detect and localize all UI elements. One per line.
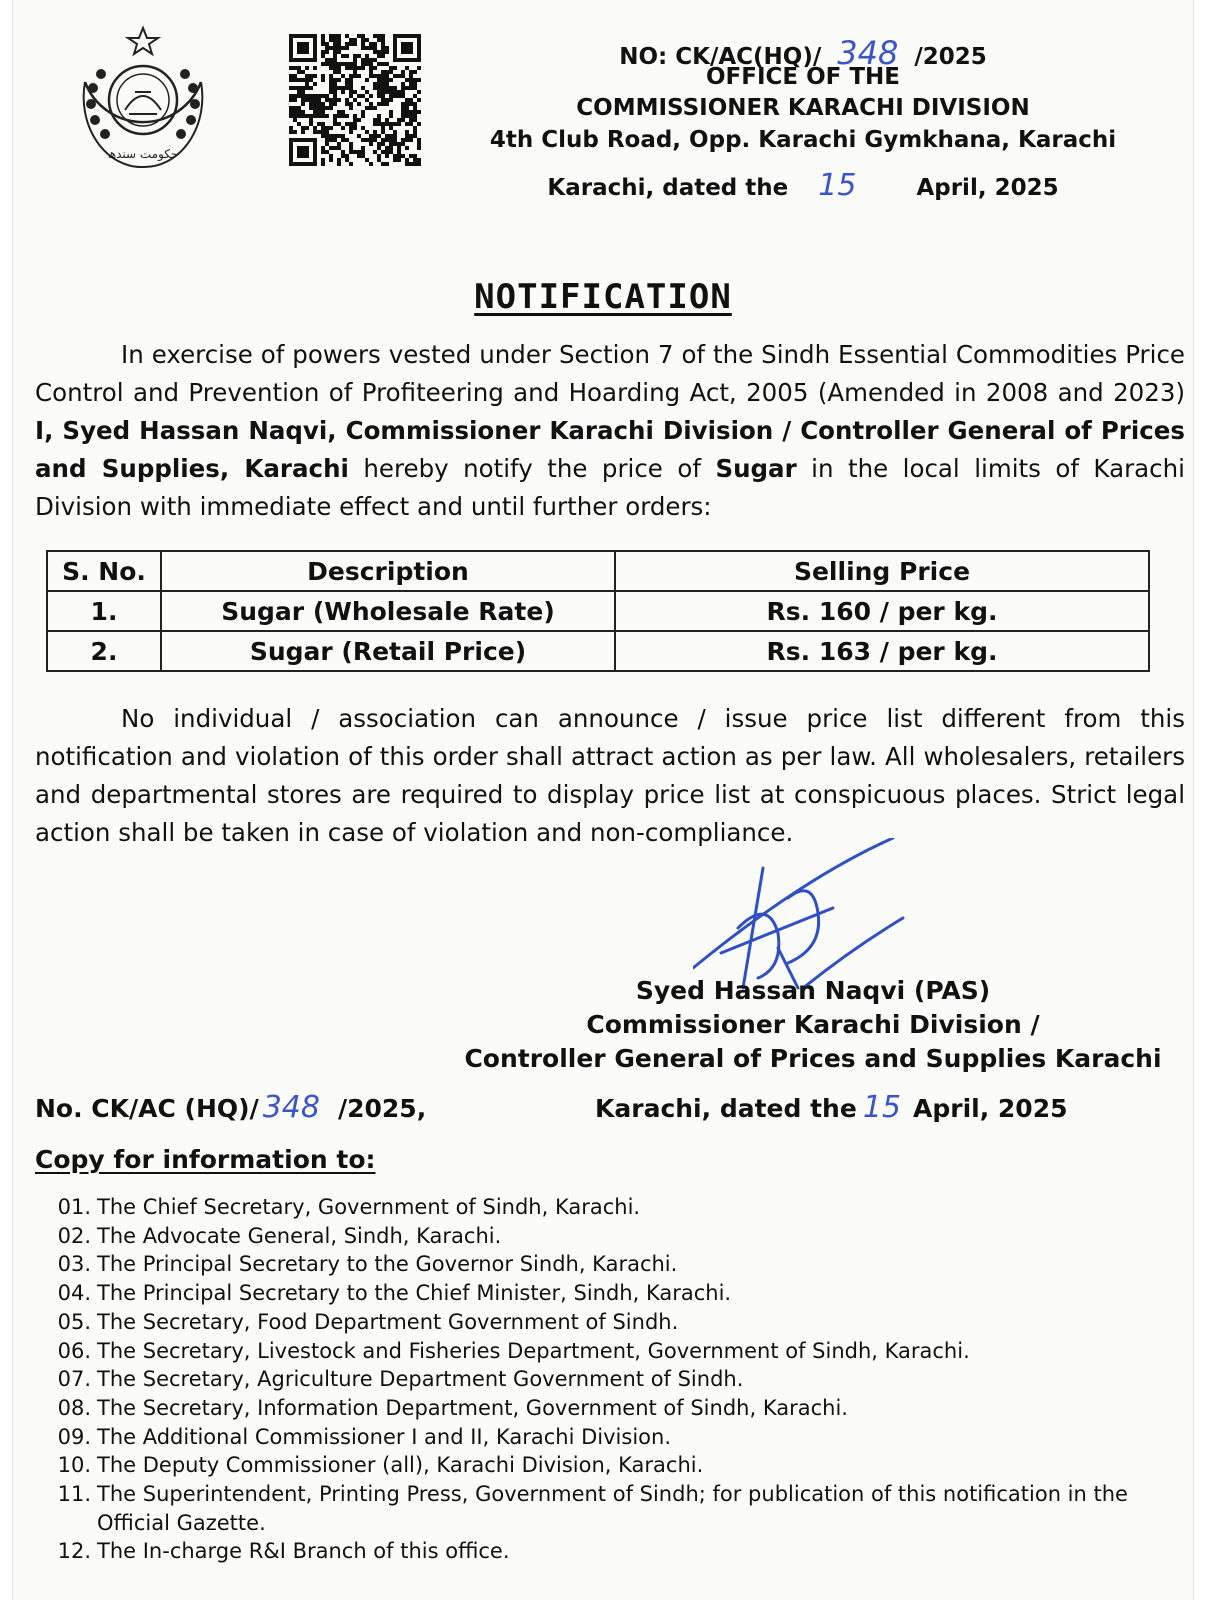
copy-list bbox=[53, 1193, 1173, 1566]
table-header-row bbox=[47, 551, 1149, 591]
office-address: 4th Club Road, Opp. Karachi Gymkhana, Karachi bbox=[489, 127, 1117, 153]
list-item-text: The Advocate General, Sindh, Karachi. bbox=[97, 1223, 502, 1248]
handwritten-footer-ref-number: 348 bbox=[262, 1090, 320, 1125]
list-item-text: The Secretary, Food Department Government of Sindh. bbox=[97, 1309, 679, 1334]
list-item bbox=[53, 1480, 1173, 1537]
header-date bbox=[443, 168, 1163, 203]
row-description: Sugar (Retail Price) bbox=[161, 631, 615, 671]
list-item bbox=[53, 1279, 1173, 1308]
footer-date-suffix: April, 2025 bbox=[913, 1094, 1068, 1123]
notification-title bbox=[13, 277, 1193, 317]
intro-authority: I, Syed Hassan Naqvi, Commissioner Karachi Division / Controller General of Prices and Supplies, Karachi bbox=[35, 416, 1185, 483]
footer-ref-suffix: /2025, bbox=[337, 1094, 427, 1123]
list-item bbox=[53, 1423, 1173, 1452]
row-serial: 1. bbox=[47, 591, 161, 631]
list-item bbox=[53, 1222, 1173, 1251]
handwritten-date-day: 15 bbox=[818, 168, 857, 203]
list-item bbox=[53, 1337, 1173, 1366]
list-item-text: The Secretary, Livestock and Fisheries Department, Government of Sindh, Karachi. bbox=[97, 1338, 970, 1363]
list-item-number: 04. bbox=[57, 1281, 91, 1306]
list-item-number: 06. bbox=[57, 1338, 91, 1363]
list-item bbox=[53, 1451, 1173, 1480]
list-item-number: 03. bbox=[57, 1252, 91, 1277]
list-item bbox=[53, 1193, 1173, 1222]
table-row bbox=[47, 631, 1149, 671]
list-item-number: 09. bbox=[57, 1424, 91, 1449]
intro-paragraph bbox=[35, 336, 1185, 526]
list-item bbox=[53, 1308, 1173, 1337]
row-price: Rs. 163 / per kg. bbox=[615, 631, 1149, 671]
header-description: Description bbox=[161, 551, 615, 591]
footer-ref-prefix: No. CK/AC (HQ)/ bbox=[35, 1094, 259, 1123]
list-item-number: 10. bbox=[57, 1453, 91, 1478]
sindh-emblem-icon bbox=[63, 22, 223, 172]
footer-reference bbox=[35, 1090, 426, 1125]
list-item-text: The Principal Secretary to the Chief Minister, Sindh, Karachi. bbox=[97, 1281, 732, 1306]
warning-text: No individual / association can announce / issue price list different from this notification and violation of this order shall attract action as per law. All wholesalers, retailers and departmental stores are required to display price list at conspicuous places. Strict legal action shall be taken in case of violation and non-compliance. bbox=[35, 704, 1185, 847]
title-text: NOTIFICATION bbox=[474, 277, 732, 317]
list-item-text: The Secretary, Agriculture Department Government of Sindh. bbox=[97, 1367, 744, 1392]
intro-text-3: in the local limits of Karachi Division with immediate effect and until further orders: bbox=[35, 454, 1185, 521]
intro-commodity: Sugar bbox=[715, 454, 797, 483]
list-item-text: The Chief Secretary, Government of Sindh, Karachi. bbox=[97, 1195, 641, 1219]
signatory-designation-1: Commissioner Karachi Division / bbox=[586, 1010, 1040, 1039]
row-serial: 2. bbox=[47, 631, 161, 671]
list-item-number: 07. bbox=[57, 1367, 91, 1392]
list-item-text: The Principal Secretary to the Governor Sindh, Karachi. bbox=[97, 1252, 678, 1277]
ref-suffix: /2025 bbox=[914, 44, 987, 70]
list-item-number: 12. bbox=[57, 1539, 91, 1564]
handwritten-footer-date-day: 15 bbox=[862, 1090, 901, 1125]
header-selling-price: Selling Price bbox=[615, 551, 1149, 591]
signatory-designation-2: Controller General of Prices and Supplies Karachi bbox=[464, 1044, 1162, 1073]
price-table bbox=[46, 550, 1150, 672]
list-item bbox=[53, 1394, 1173, 1423]
row-description: Sugar (Wholesale Rate) bbox=[161, 591, 615, 631]
list-item-text: The Secretary, Information Department, Government of Sindh, Karachi. bbox=[97, 1395, 848, 1420]
office-line-1: OFFICE OF THE bbox=[705, 64, 901, 90]
footer-date-prefix: Karachi, dated the bbox=[595, 1094, 857, 1123]
list-item-number: 11. bbox=[57, 1482, 91, 1507]
list-item-number: 05. bbox=[57, 1309, 91, 1334]
list-item bbox=[53, 1537, 1173, 1566]
table-row bbox=[47, 591, 1149, 631]
header-serial: S. No. bbox=[47, 551, 161, 591]
list-item-text: The In-charge R&I Branch of this office. bbox=[97, 1539, 510, 1564]
warning-paragraph bbox=[35, 700, 1185, 852]
row-price: Rs. 160 / per kg. bbox=[615, 591, 1149, 631]
qr-code-icon bbox=[289, 34, 421, 166]
office-line-2: COMMISSIONER KARACHI DIVISION bbox=[576, 95, 1030, 121]
emblem-inscription: حکومت سندھ bbox=[107, 147, 179, 161]
list-item-number: 01. bbox=[57, 1195, 91, 1219]
handwritten-ref-number: 348 bbox=[837, 34, 899, 72]
date-suffix: April, 2025 bbox=[916, 175, 1059, 201]
copy-title: Copy for information to: bbox=[35, 1145, 376, 1174]
list-item-text: The Deputy Commissioner (all), Karachi Division, Karachi. bbox=[97, 1453, 704, 1478]
list-item-number: 08. bbox=[57, 1395, 91, 1420]
date-prefix: Karachi, dated the bbox=[547, 175, 789, 201]
intro-text-1: In exercise of powers vested under Section 7 of the Sindh Essential Commodities Price Control and Prevention of Profiteering and Hoarding Act, 2005 (Amended in 2008 and 2023) bbox=[35, 340, 1185, 407]
signatory-name: Syed Hassan Naqvi (PAS) bbox=[635, 976, 991, 1005]
list-item bbox=[53, 1250, 1173, 1279]
document-page bbox=[12, 0, 1194, 1600]
footer-date bbox=[595, 1090, 1068, 1125]
list-item bbox=[53, 1365, 1173, 1394]
list-item-text: The Additional Commissioner I and II, Karachi Division. bbox=[97, 1424, 671, 1449]
intro-text-2: hereby notify the price of bbox=[348, 454, 716, 483]
ref-prefix: NO: CK/AC(HQ)/ bbox=[619, 44, 822, 70]
list-item-text: The Superintendent, Printing Press, Government of Sindh; for publication of this notification in the Official Gazette. bbox=[97, 1482, 1128, 1535]
list-item-number: 02. bbox=[57, 1223, 91, 1248]
